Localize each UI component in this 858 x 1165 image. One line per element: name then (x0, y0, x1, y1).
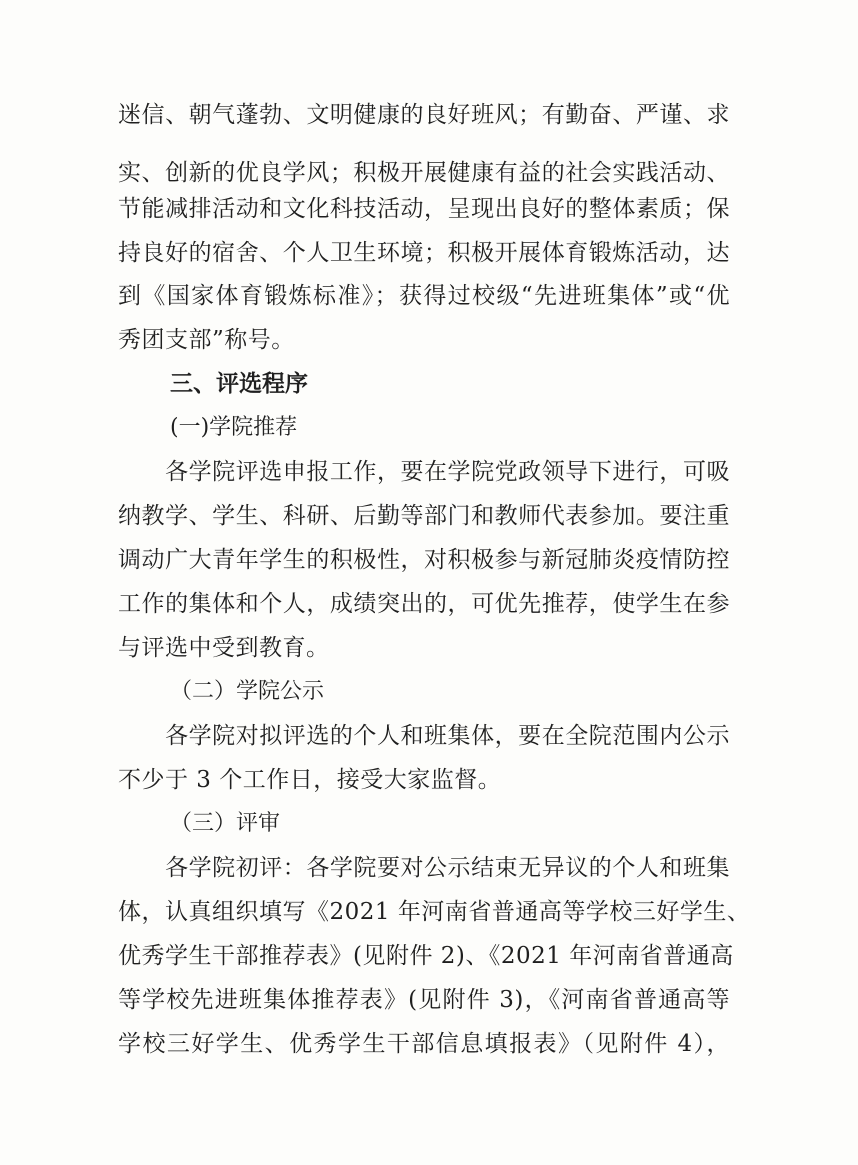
body-line: 实、创新的优良学风；积极开展健康有益的社会实践活动、 (118, 160, 730, 186)
body-line: 体，认真组织填写《2021 年河南省普通高等学校三好学生、 (118, 899, 751, 925)
body-line: 到《国家体育锻炼标准》；获得过校级“先进班集体”或“优 (118, 283, 730, 309)
body-line: 纳教学、学生、科研、后勤等部门和教师代表参加。要注重 (118, 503, 730, 529)
body-line: 各学院初评：各学院要对公示结束无异议的个人和班集 (118, 855, 730, 881)
body-line: 迷信、朝气蓬勃、文明健康的良好班风；有勤奋、严谨、求 (118, 102, 730, 128)
body-line: 持良好的宿舍、个人卫生环境；积极开展体育锻炼活动，达 (118, 240, 730, 266)
body-line: 节能减排活动和文化科技活动，呈现出良好的整体素质；保 (118, 196, 730, 222)
body-line: 等学校先进班集体推荐表》(见附件 3)，《河南省普通高等 (118, 987, 730, 1013)
body-line: 不少于 3 个工作日，接受大家监督。 (118, 767, 502, 793)
subsection-title: （二）学院公示 (170, 679, 325, 704)
subsection-title: （三）评审 (170, 811, 281, 836)
body-line: 与评选中受到教育。 (118, 635, 330, 661)
body-line: 调动广大青年学生的积极性，对积极参与新冠肺炎疫情防控 (118, 547, 730, 573)
body-line: 学校三好学生、优秀学生干部信息填报表》（见附件 4）， (118, 1031, 730, 1057)
body-line: 各学院对拟评选的个人和班集体，要在全院范围内公示 (118, 723, 730, 749)
subsection-title: (一)学院推荐 (170, 415, 298, 440)
body-line: 秀团支部”称号。 (118, 327, 295, 353)
body-line: 各学院评选申报工作，要在学院党政领导下进行，可吸 (118, 459, 730, 485)
body-line: 工作的集体和个人，成绩突出的，可优先推荐，使学生在参 (118, 591, 730, 617)
section-heading: 三、评选程序 (170, 371, 308, 397)
body-line: 优秀学生干部推荐表》(见附件 2)、《2021 年河南省普通高 (118, 943, 734, 969)
